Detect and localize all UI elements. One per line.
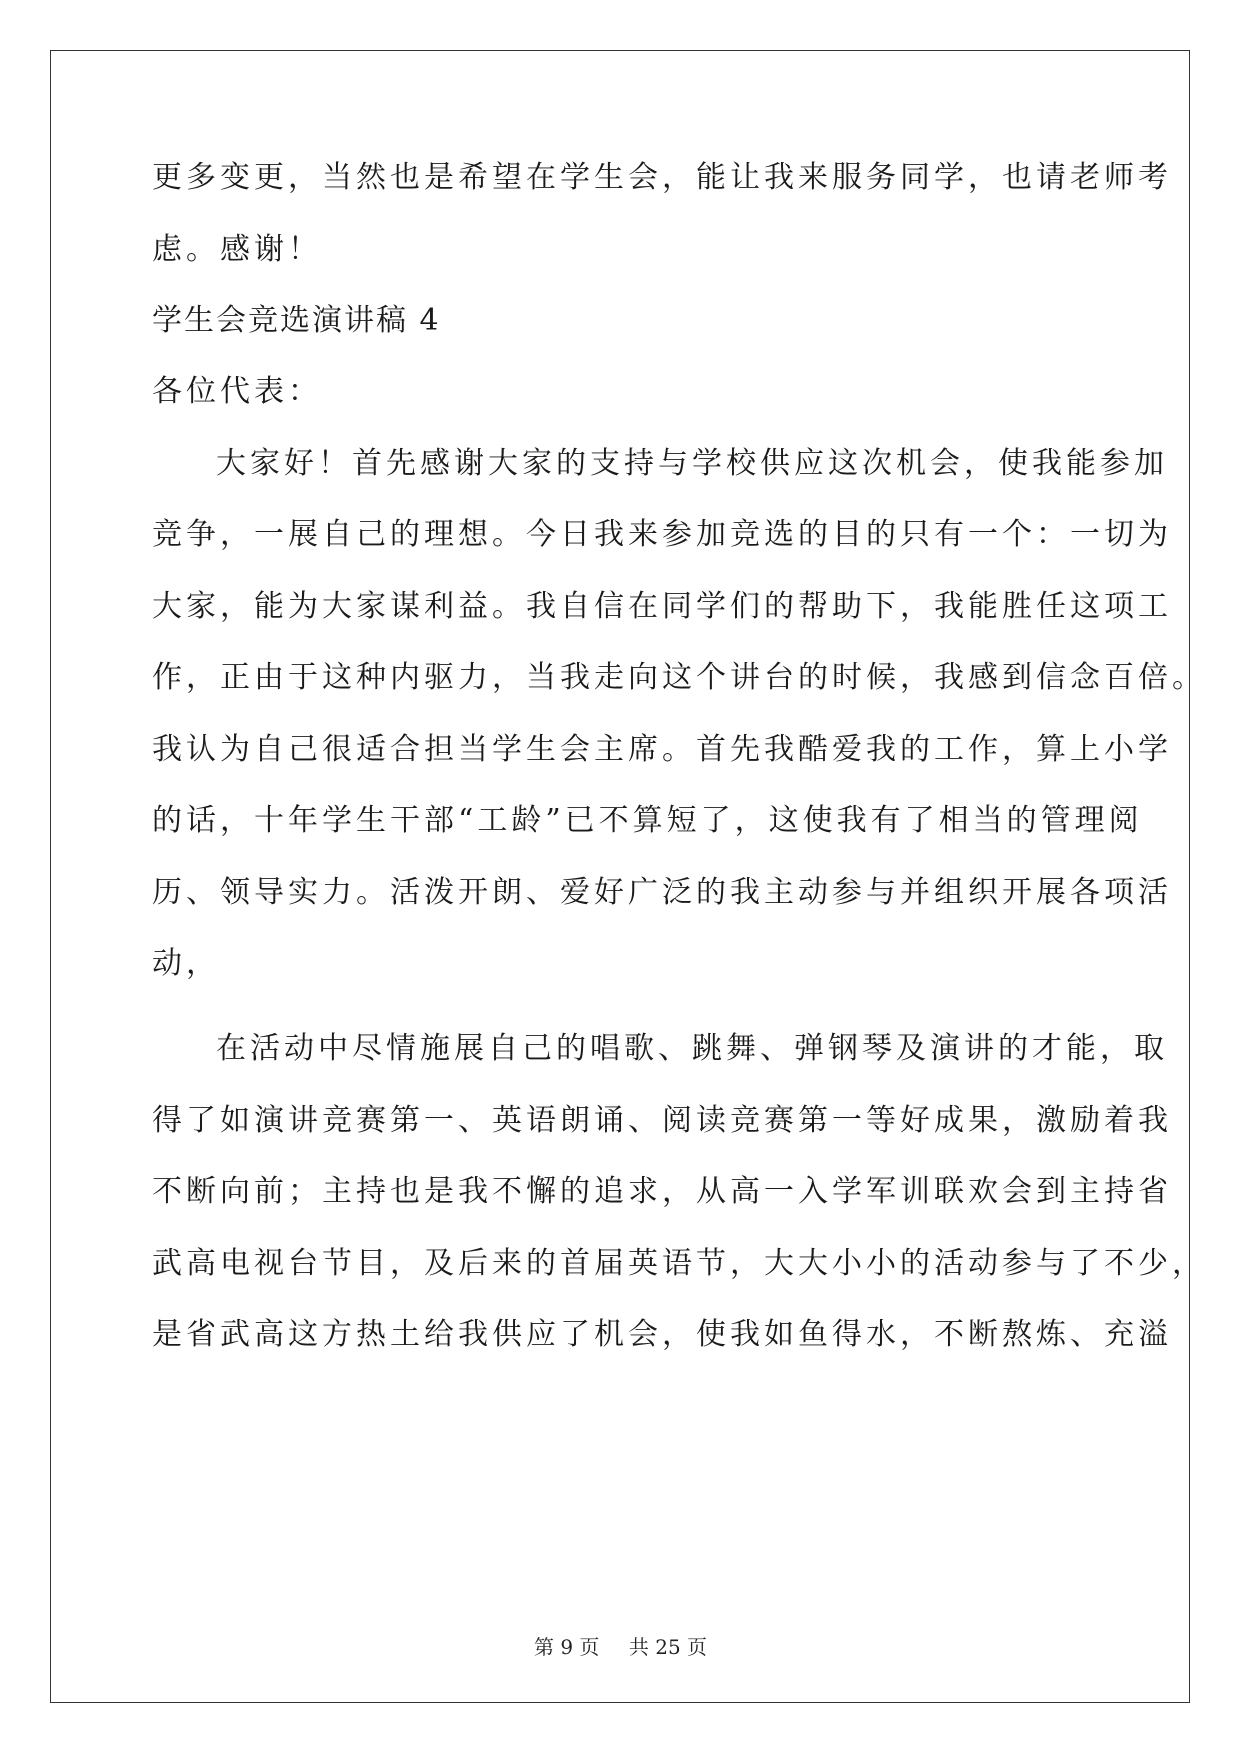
- page-total: 共 25 页: [628, 1635, 708, 1659]
- text-line: 大家好！首先感谢大家的支持与学校供应这次机会，使我能参加: [216, 446, 1168, 481]
- page-footer: [0, 1635, 1241, 1659]
- text-line: 的话，十年学生干部“工龄”已不算短了，这使我有了相当的管理阅: [152, 803, 1143, 838]
- text-line: 武高电视台节目，及后来的首届英语节，大大小小的活动参与了不少，: [152, 1246, 1206, 1281]
- page-number: 第 9 页: [533, 1635, 600, 1659]
- text-line: 是省武高这方热土给我供应了机会，使我如鱼得水，不断熬炼、充溢: [152, 1317, 1172, 1352]
- text-line: 更多变更，当然也是希望在学生会，能让我来服务同学，也请老师考: [152, 160, 1172, 195]
- text-line: 我认为自己很适合担当学生会主席。首先我酷爱我的工作，算上小学: [152, 732, 1172, 767]
- salutation: 各位代表：: [152, 374, 322, 409]
- text-line: 历、领导实力。活泼开朗、爱好广泛的我主动参与并组织开展各项活: [152, 875, 1172, 910]
- text-line: 得了如演讲竞赛第一、英语朗诵、阅读竞赛第一等好成果，激励着我: [152, 1103, 1172, 1138]
- text-line: 动，: [152, 946, 220, 981]
- text-line: 作，正由于这种内驱力，当我走向这个讲台的时候，我感到信念百倍。: [152, 660, 1206, 695]
- text-line: 大家，能为大家谋利益。我自信在同学们的帮助下，我能胜任这项工: [152, 589, 1172, 624]
- text-line: 虑。感谢！: [152, 232, 322, 267]
- section-heading: 学生会竞选演讲稿 4: [152, 303, 441, 338]
- text-line: 不断向前；主持也是我不懈的追求，从高一入学军训联欢会到主持省: [152, 1174, 1172, 1209]
- text-line: 在活动中尽情施展自己的唱歌、跳舞、弹钢琴及演讲的才能，取: [216, 1031, 1168, 1066]
- text-line: 竞争，一展自己的理想。今日我来参加竞选的目的只有一个：一切为: [152, 517, 1172, 552]
